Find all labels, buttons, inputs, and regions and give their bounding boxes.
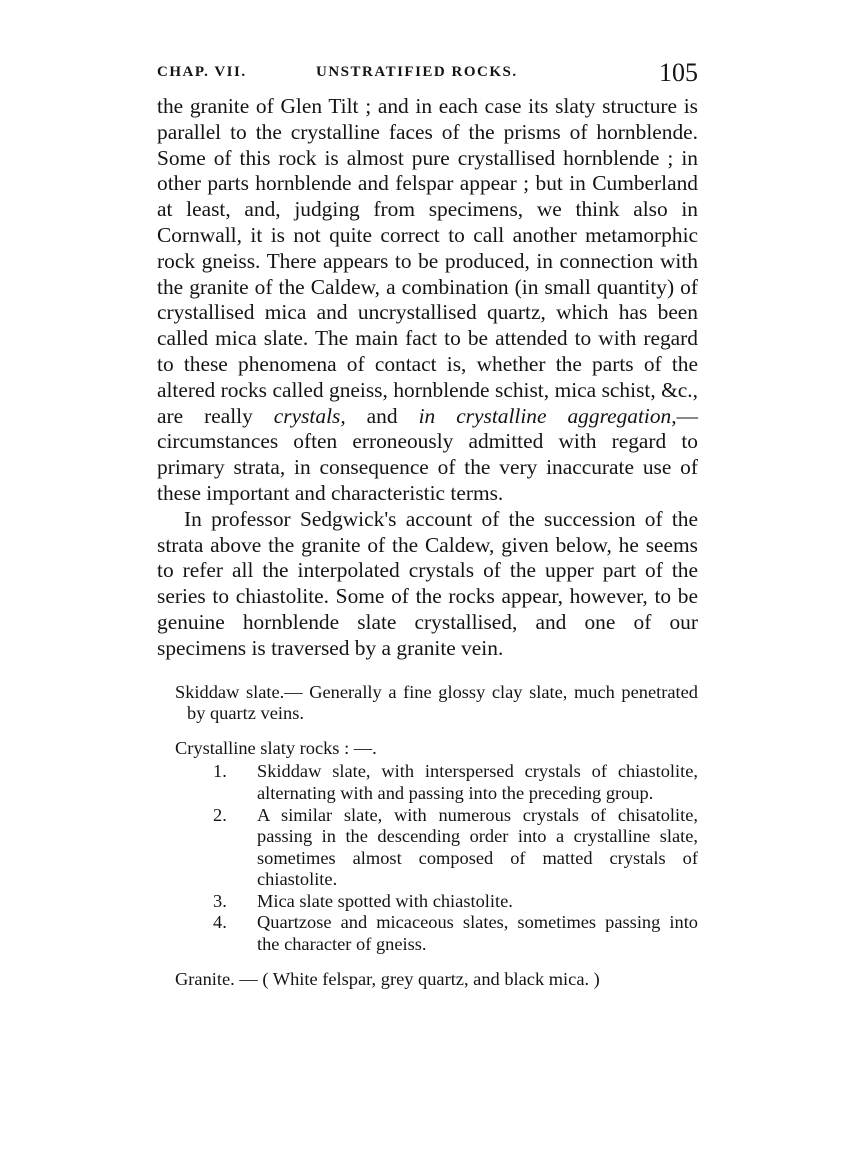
strata-skiddaw-slate: Skiddaw slate.— Generally a fine glossy clay slate, much penetrated by quartz veins. <box>175 681 698 724</box>
body-paragraph-1 <box>157 94 698 507</box>
book-page <box>157 58 698 1003</box>
item-text: Skiddaw slate, with interspersed crystals of chiastolite, alternating with and passing into the preceding group. <box>257 761 698 803</box>
list-item <box>175 805 698 891</box>
item-number: 2. <box>213 804 227 825</box>
running-head <box>157 58 698 94</box>
body-paragraph-2: In professor Sedgwick's account of the succession of the strata above the granite of the Caldew, given below, he seems to refer all the interpolated crystals of the upper part of the series to chiastolite. Some of the rocks appear, however, to be genuine hornblende slate crystallised, and one of our specimens is traversed by a granite vein. <box>157 506 698 660</box>
chapter-label: CHAP. VII. <box>157 64 247 80</box>
list-item <box>175 891 698 913</box>
item-number: 4. <box>213 912 227 933</box>
running-title: UNSTRATIFIED ROCKS. <box>316 64 518 80</box>
strata-granite: Granite. — ( White felspar, grey quartz, and black mica. ) <box>175 968 600 989</box>
item-text: A similar slate, with numerous crystals of chisatolite, passing in the descending order into a crystalline slate, sometimes almost composed of matted crystals of chiastolite. <box>257 804 698 890</box>
italic-term-crystals: crystals, <box>273 403 346 428</box>
item-text: Quartzose and micaceous slates, sometimes passing into the character of gneiss. <box>257 912 698 955</box>
page-number: 105 <box>659 58 698 87</box>
item-number: 3. <box>213 890 227 911</box>
strata-crystalline-heading: Crystalline slaty rocks : —. <box>175 737 377 758</box>
list-item <box>175 761 698 804</box>
paragraph-text: the granite of Glen Tilt ; and in each case its slaty structure is parallel to the crystalline faces of the prisms of hornblende. Some of this rock is almost pure crystallised hornblende ; in other parts hornblende and felspar appear ; but in Cumberland at least, and, judging from specimens, we think also in Cornwall, it is not quite correct to call another metamorphic rock gneiss. There appears to be produced, in connection with the granite of the Caldew, a combination (in small quantity) of crystallised mica and uncrystallised quartz, which has been called mica slate. The main fact to be attended to with regard to these phenomena of contact is, whether the parts of the altered rocks called gneiss, hornblende schist, mica schist, &c., are really <box>157 94 698 428</box>
item-text: Mica slate spotted with chiastolite. <box>257 890 513 911</box>
strata-crystalline-list <box>175 761 698 955</box>
strata-succession <box>157 682 698 991</box>
item-number: 1. <box>213 761 227 782</box>
paragraph-text: and <box>345 403 419 428</box>
paragraph-text: — circumstances often erroneously admitted with regard to primary strata, in consequence of the very inaccurate use of these important and characteristic terms. <box>157 403 698 505</box>
list-item <box>175 912 698 955</box>
italic-term-crystalline-aggregation: in crystalline aggregation, <box>418 403 677 428</box>
